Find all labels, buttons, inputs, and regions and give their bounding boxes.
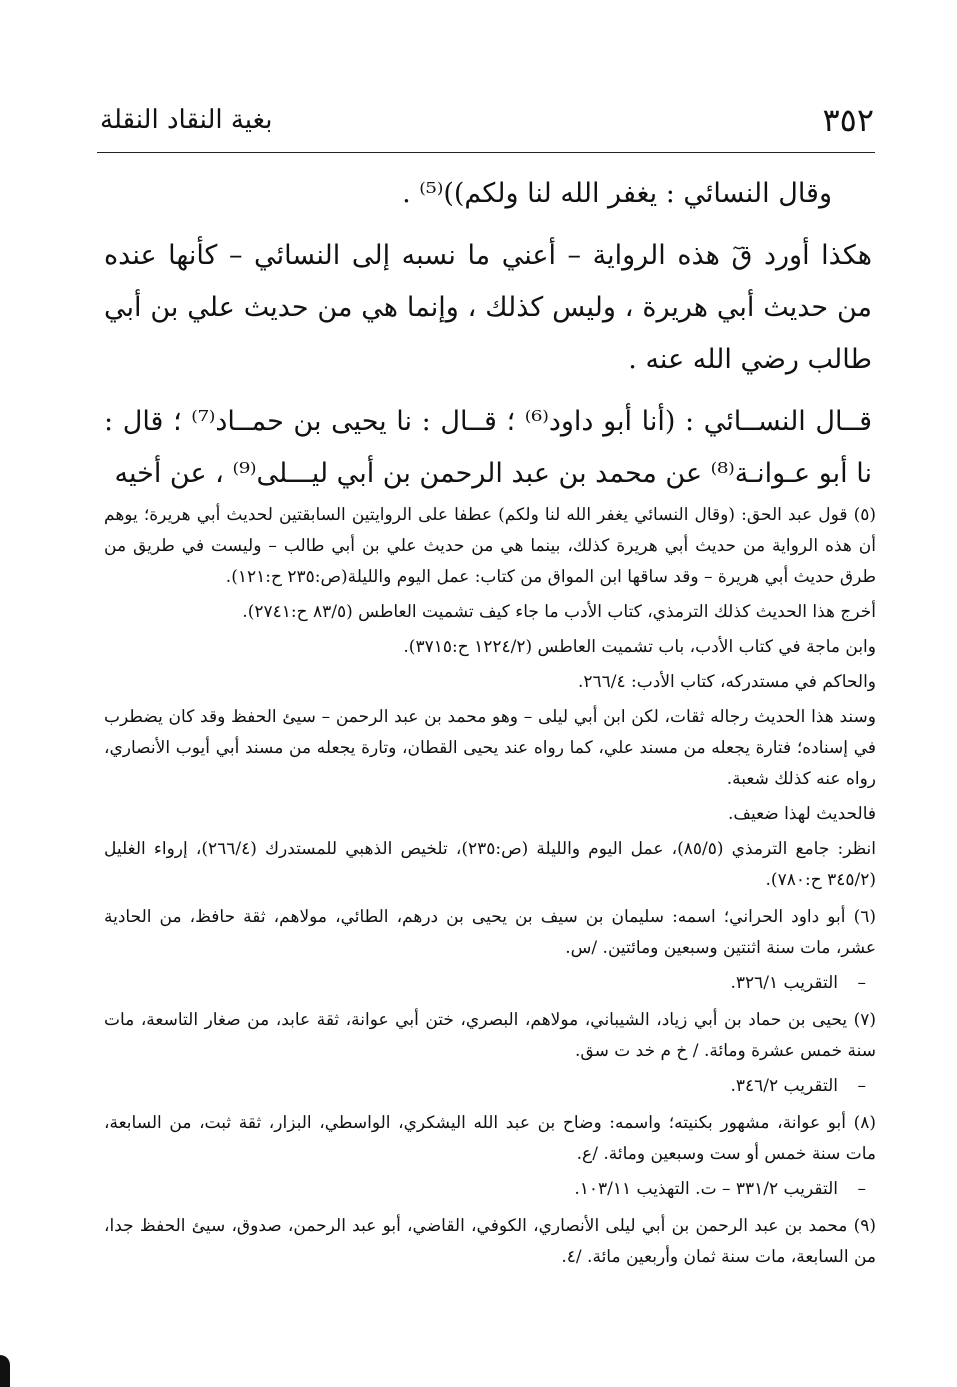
footnote-8 <box>104 1108 876 1205</box>
dash-bullet: – <box>857 1179 866 1199</box>
footnote-7-ref-text: التقريب ٣٤٦/٢. <box>730 1076 838 1096</box>
footnote-9 <box>104 1211 876 1273</box>
footnote-7-reference <box>104 1071 866 1102</box>
footnote-5-para-5: وسند هذا الحديث رجاله ثقات، لكن ابن أبي ليلى – وهو محمد بن عبد الرحمن – سيئ الحفظ وقد كان يضطرب في إسناده؛ فتارة يجعله من مسند علي، كما رواه عند يحيى القطان، وتارة يجعله من مسند أبي أيوب الأنصاري، رواه عنه كذلك شعبة. <box>104 707 876 789</box>
footnote-9-text: (٩) محمد بن عبد الرحمن بن أبي ليلى الأنصاري، الكوفي، القاضي، أبو عبد الرحمن، صدوق، سيئ الحفظ جدا، من السابعة، مات سنة ثمان وأربعين مائة. /٤. <box>104 1216 876 1267</box>
footnote-5-para-6: فالحديث لهذا ضعيف. <box>727 804 876 824</box>
footnote-5-para-1: (٥) قول عبد الحق: (وقال النسائي يغفر الله لنا ولكم) عطفا على الروايتين السابقتين لحديث أبي هريرة؛ يوهم أن هذه الرواية من حديث أبي هريرة كذلك، بينما هي من حديث علي بن أبي طالب – وليست في طريق من طرق حديث أبي هريرة – وقد ساقها ابن المواق من كتاب: عمل اليوم والليلة(ص:٢٣٥ ح:١٢١). <box>104 505 876 587</box>
dash-bullet: – <box>857 1076 866 1096</box>
main-paragraph-2: هكذا أورد قٓ هذه الرواية – أعني ما نسبه إلى النسائي – كأنها عنده من حديث أبي هريرة ، وليس كذلك ، وإنما هي من حديث علي بن أبي طالب رضي الله عنه . <box>104 240 872 375</box>
main-text <box>104 168 872 500</box>
main-paragraph-1: وقال النسائي : يغفر الله لنا ولكم))⁽⁵⁾ . <box>402 178 832 209</box>
footnote-6 <box>104 902 876 999</box>
footnote-8-ref-text: التقريب ٣٣١/٢ – ت. التهذيب ١٠٣/١١. <box>574 1179 838 1199</box>
footnote-5-para-7: انظر: جامع الترمذي (٨٥/٥)، عمل اليوم والليلة (ص:٢٣٥)، تلخيص الذهبي للمستدرك (٢٦٦/٤)، إرواء الغليل (٣٤٥/٢ ح:٧٨٠). <box>104 839 876 890</box>
footnote-5 <box>104 500 876 896</box>
page-header <box>100 96 874 148</box>
footnotes <box>104 500 876 1279</box>
footnote-5-para-3: وابن ماجة في كتاب الأدب، باب تشميت العاطس (١٢٢٤/٢ ح:٣٧١٥). <box>403 637 876 657</box>
footnote-7 <box>104 1005 876 1102</box>
footnote-5-para-2: أخرج هذا الحديث كذلك الترمذي، كتاب الأدب ما جاء كيف تشميت العاطس (٨٣/٥ ح:٢٧٤١). <box>242 602 876 622</box>
footnote-8-text: (٨) أبو عوانة، مشهور بكنيته؛ واسمه: وضاح بن عبد الله اليشكري، الواسطي، البزار، ثقة ثبت، من السابعة، مات سنة خمس أو ست وسبعين ومائة. /ع. <box>104 1113 876 1164</box>
header-divider <box>97 152 875 153</box>
footnote-8-reference <box>104 1174 866 1205</box>
scan-edge-mark <box>0 1355 10 1387</box>
dash-bullet: – <box>857 973 866 993</box>
footnote-6-ref-text: التقريب ٣٢٦/١. <box>730 973 838 993</box>
footnote-6-text: (٦) أبو داود الحراني؛ اسمه: سليمان بن سيف بن يحيى بن درهم، الطائي، مولاهم، ثقة حافظ، من الحادية عشر، مات سنة اثنتين وسبعين ومائتين. /س. <box>104 907 876 958</box>
running-title: بغية النقاد النقلة <box>100 105 273 135</box>
page-number: ٣٥٢ <box>822 101 874 139</box>
footnote-7-text: (٧) يحيى بن حماد بن أبي زياد، الشيباني، مولاهم، البصري، ختن أبي عوانة، ثقة عابد، من صغار التاسعة، مات سنة خمس عشرة ومائة. / خ م خد ت سق. <box>104 1010 877 1061</box>
footnote-5-para-4: والحاكم في مستدركه، كتاب الأدب: ٢٦٦/٤. <box>577 672 876 692</box>
footnote-6-reference <box>104 968 866 999</box>
main-paragraph-3: قــال النســائي : (أنا أبو داود⁽⁶⁾ ؛ قــال : نا يحيى بن حمــاد⁽⁷⁾ ؛ قال : نا أبو عـوانـة⁽⁸⁾ عن محمد بن عبد الرحمن بن أبي ليـــلى⁽⁹⁾ ، عن أخيه <box>104 406 872 489</box>
